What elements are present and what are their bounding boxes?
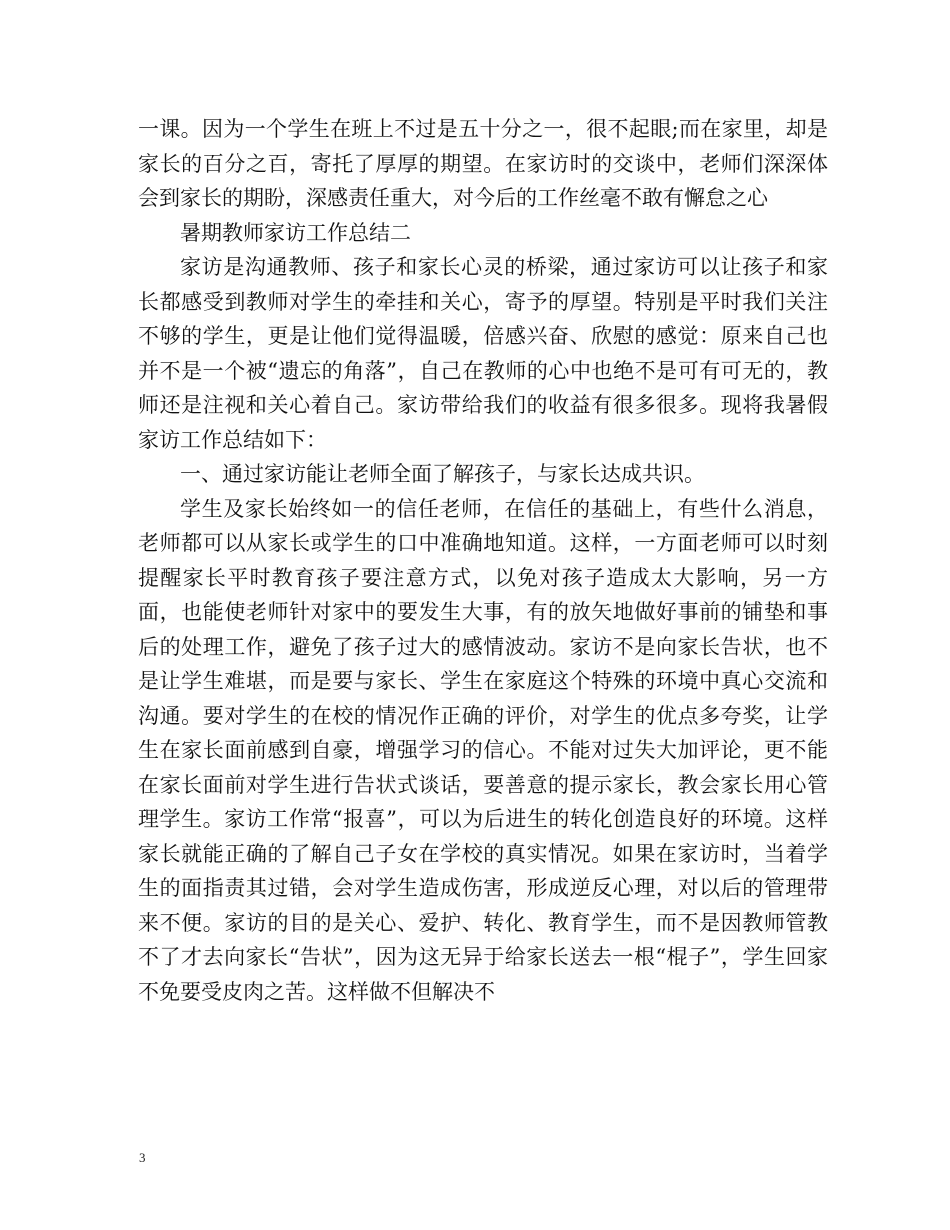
paragraph-body: 学生及家长始终如一的信任老师，在信任的基础上，有些什么消息，老师都可以从家长或学生的口中准确地知道。这样，一方面老师可以时刻提醒家长平时教育孩子要注意方式，以免对孩子造成太大影响，另一方面，也能使老师针对家中的要发生大事，有的放矢地做好事前的铺垫和事后的处理工作，避免了孩子过大的感情波动。家访不是向家长告状，也不是让学生难堪，而是要与家长、学生在家庭这个特殊的环境中真心交流和沟通。要对学生的在校的情况作正确的评价，对学生的优点多夸奖，让学生在家长面前感到自豪，增强学习的信心。不能对过失大加评论，更不能在家长面前对学生进行告状式谈话，要善意的提示家长，教会家长用心管理学生。家访工作常“报喜”，可以为后进生的转化创造良好的环境。这样家长就能正确的了解自己子女在学校的真实情况。如果在家访时，当着学生的面指责其过错，会对学生造成伤害，形成逆反心理，对以后的管理带来不便。家访的目的是关心、爱护、转化、教育学生，而不是因教师管教不了才去向家长“告状”，因为这无异于给家长送去一根“棍子”，学生回家不免要受皮肉之苦。这样做不但解决不	[138, 496, 828, 1004]
paragraph-intro: 家访是沟通教师、孩子和家长心灵的桥梁，通过家访可以让孩子和家长都感受到教师对学生的牵挂和关心，寄予的厚望。特别是平时我们关注不够的学生，更是让他们觉得温暖，倍感兴奋、欣慰的感觉：原来自己也并不是一个被“遗忘的角落”，自己在教师的心中也绝不是可有可无的，教师还是注视和关心着自己。家访带给我们的收益有很多很多。现将我暑假家访工作总结如下：	[138, 255, 828, 452]
page-number: 3	[139, 1150, 146, 1165]
document-body	[138, 112, 828, 1009]
paragraph-continuation: 一课。因为一个学生在班上不过是五十分之一，很不起眼;而在家里，却是家长的百分之百，寄托了厚厚的期望。在家访时的交谈中，老师们深深体会到家长的期盼，深感责任重大，对今后的工作丝毫不敢有懈怠之心	[138, 117, 828, 210]
subheading-point-one: 一、通过家访能让老师全面了解孩子，与家长达成共识。	[180, 462, 705, 486]
section-heading: 暑期教师家访工作总结二	[180, 220, 411, 245]
